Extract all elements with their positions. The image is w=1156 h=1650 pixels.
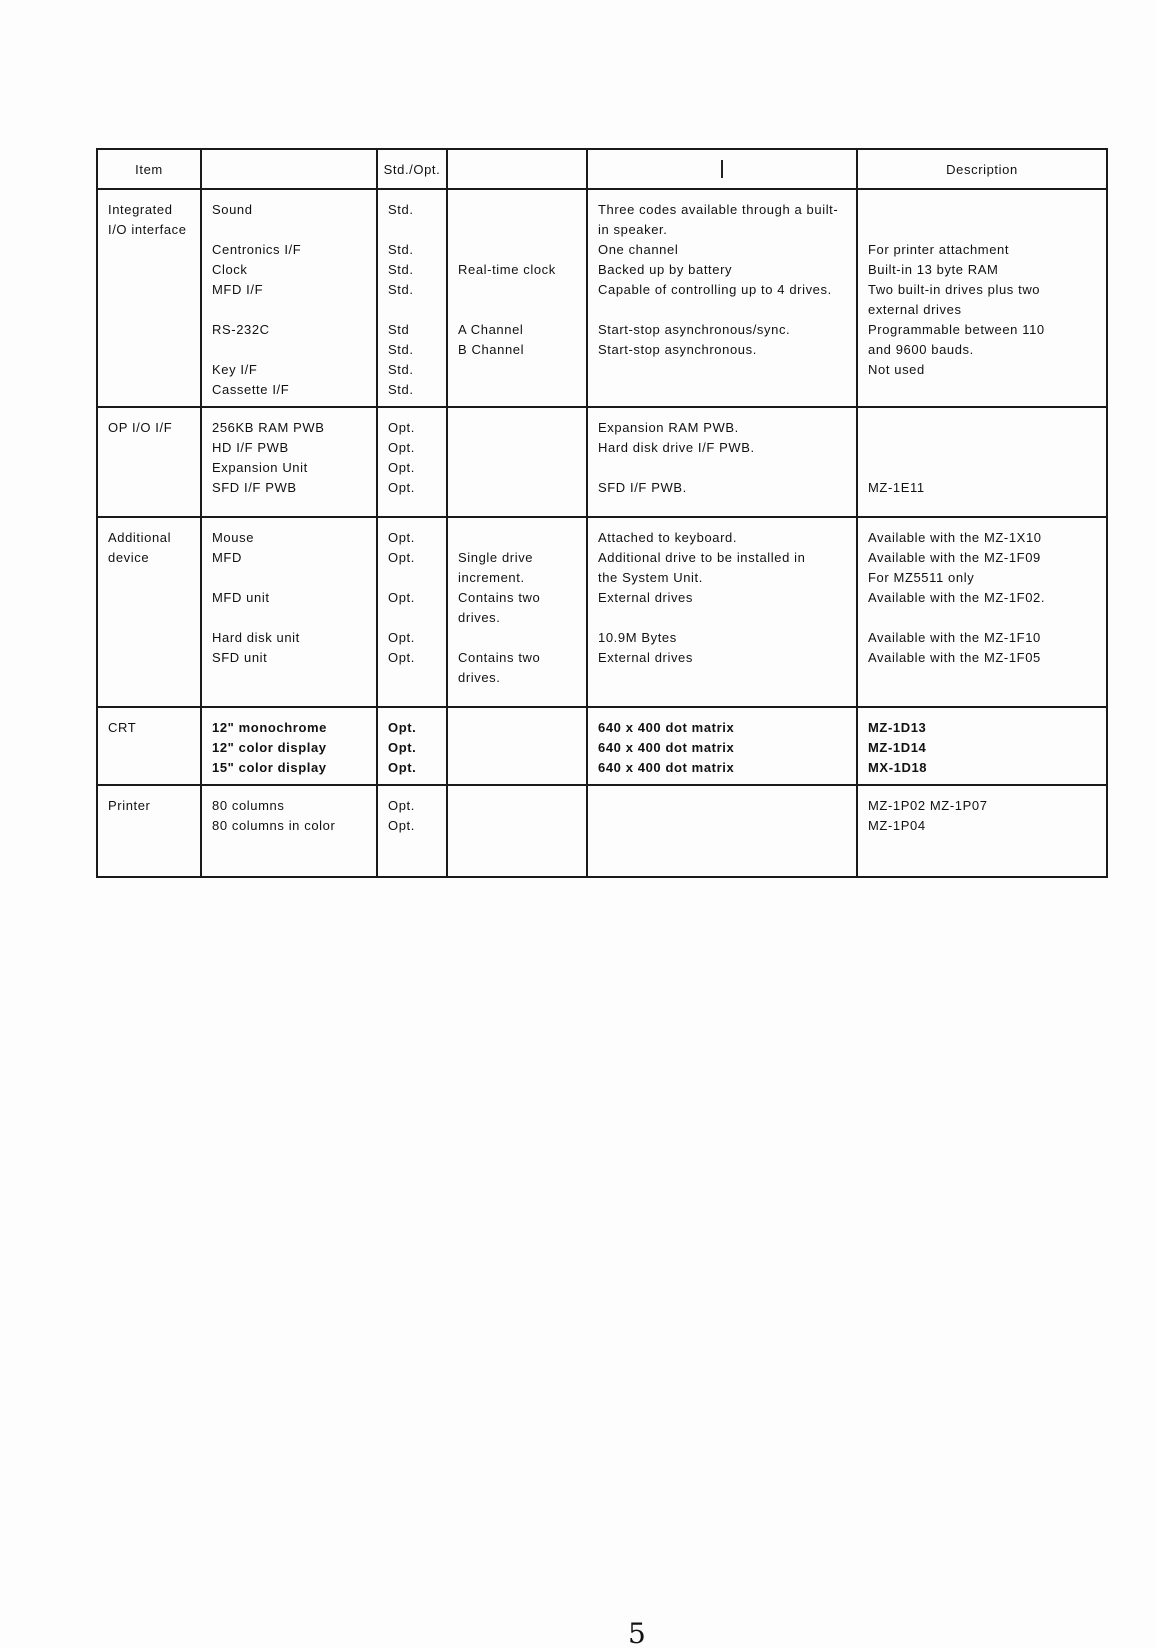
table-row xyxy=(97,785,1107,877)
description-text: For MZ5511 only xyxy=(868,570,975,585)
component-text: MFD xyxy=(212,550,242,565)
table-row xyxy=(97,517,1107,707)
description-text: Available with the MZ-1X10 xyxy=(868,530,1042,545)
note-text: drives. xyxy=(458,670,501,685)
note-text xyxy=(458,738,578,758)
component-text: SFD unit xyxy=(212,650,268,665)
description-text: Available with the MZ-1F09 xyxy=(868,550,1041,565)
note-text xyxy=(458,718,578,738)
std-opt-text: Opt. xyxy=(388,760,417,775)
item-label: OP I/O I/F xyxy=(108,420,173,435)
std-opt-text: Opt. xyxy=(388,720,417,735)
item-cell xyxy=(97,517,201,707)
std-opt-text: Std. xyxy=(388,202,414,217)
detail-text: Attached to keyboard. xyxy=(598,530,738,545)
component-cell xyxy=(201,189,377,407)
description-text xyxy=(868,200,1098,220)
detail-text: SFD I/F PWB. xyxy=(598,480,687,495)
component-text: Mouse xyxy=(212,530,255,545)
std-opt-text: Opt. xyxy=(388,440,415,455)
component-text: HD I/F PWB xyxy=(212,440,289,455)
note-text xyxy=(458,360,578,380)
description-text: Available with the MZ-1F05 xyxy=(868,650,1041,665)
note-text xyxy=(458,816,578,836)
description-cell xyxy=(857,189,1107,407)
note-text: increment. xyxy=(458,570,525,585)
table-header-row xyxy=(97,149,1107,189)
item-cell xyxy=(97,785,201,877)
component-cell xyxy=(201,517,377,707)
std-opt-text: Opt. xyxy=(388,650,415,665)
component-cell xyxy=(201,407,377,517)
std-opt-text: Std. xyxy=(388,362,414,377)
component-text xyxy=(212,568,368,588)
detail-text xyxy=(598,360,848,380)
note-text xyxy=(458,528,578,548)
item-label: device xyxy=(108,550,150,565)
table-row xyxy=(97,189,1107,407)
item-cell xyxy=(97,407,201,517)
note-text: Contains two xyxy=(458,590,541,605)
std-opt-text: Std. xyxy=(388,242,414,257)
description-cell xyxy=(857,707,1107,785)
note-cell xyxy=(447,785,587,877)
header-std-opt: Std./Opt. xyxy=(377,149,447,189)
component-text: SFD I/F PWB xyxy=(212,480,297,495)
table-row xyxy=(97,707,1107,785)
description-text: MZ-1P04 xyxy=(868,818,926,833)
note-text: Real-time clock xyxy=(458,262,556,277)
note-cell xyxy=(447,189,587,407)
description-text: MZ-1P02 MZ-1P07 xyxy=(868,798,988,813)
note-cell xyxy=(447,517,587,707)
description-text: Built-in 13 byte RAM xyxy=(868,262,999,277)
std-opt-text: Std. xyxy=(388,382,414,397)
std-opt-text: Std. xyxy=(388,342,414,357)
description-text: MZ-1E11 xyxy=(868,480,925,495)
description-text: and 9600 bauds. xyxy=(868,342,974,357)
note-text xyxy=(458,200,578,220)
note-text: Single drive xyxy=(458,550,534,565)
component-text: Hard disk unit xyxy=(212,630,300,645)
item-cell xyxy=(97,707,201,785)
description-text xyxy=(868,668,1098,688)
component-cell xyxy=(201,785,377,877)
description-text: For printer attachment xyxy=(868,242,1010,257)
header-blank xyxy=(201,149,377,189)
note-text xyxy=(458,458,578,478)
std-opt-cell xyxy=(377,785,447,877)
std-opt-text: Opt. xyxy=(388,798,415,813)
detail-text: 10.9M Bytes xyxy=(598,630,677,645)
description-text xyxy=(868,418,1098,438)
std-opt-cell xyxy=(377,189,447,407)
detail-cell xyxy=(587,785,857,877)
std-opt-text xyxy=(388,568,438,588)
note-text xyxy=(458,220,578,240)
component-text: 15" color display xyxy=(212,760,327,775)
description-text xyxy=(868,220,1098,240)
component-text: 12" monochrome xyxy=(212,720,327,735)
component-text: MFD unit xyxy=(212,590,270,605)
description-text: Available with the MZ-1F10 xyxy=(868,630,1041,645)
component-text xyxy=(212,300,368,320)
detail-text: External drives xyxy=(598,590,693,605)
note-text: B Channel xyxy=(458,342,525,357)
std-opt-text: Std. xyxy=(388,262,414,277)
note-text xyxy=(458,240,578,260)
detail-text: Capable of controlling up to 4 drives. xyxy=(598,282,832,297)
detail-text xyxy=(598,608,848,628)
component-text xyxy=(212,668,368,688)
note-text xyxy=(458,438,578,458)
table-body xyxy=(97,189,1107,877)
description-text: Programmable between 110 xyxy=(868,322,1045,337)
detail-text: 640 x 400 dot matrix xyxy=(598,740,735,755)
detail-text: One channel xyxy=(598,242,679,257)
description-text: MX-1D18 xyxy=(868,760,928,775)
detail-text: Backed up by battery xyxy=(598,262,733,277)
item-label: Integrated xyxy=(108,202,173,217)
note-text xyxy=(458,380,578,400)
description-cell xyxy=(857,785,1107,877)
detail-text: External drives xyxy=(598,650,693,665)
description-text: MZ-1D14 xyxy=(868,740,927,755)
component-text: Sound xyxy=(212,202,253,217)
description-text xyxy=(868,380,1098,400)
std-opt-text xyxy=(388,608,438,628)
description-text: Available with the MZ-1F02. xyxy=(868,590,1046,605)
note-text: Contains two xyxy=(458,650,541,665)
detail-text: 640 x 400 dot matrix xyxy=(598,720,735,735)
description-cell xyxy=(857,517,1107,707)
component-text: Expansion Unit xyxy=(212,460,308,475)
note-text: drives. xyxy=(458,610,501,625)
component-text xyxy=(212,340,368,360)
detail-cell xyxy=(587,189,857,407)
std-opt-cell xyxy=(377,517,447,707)
std-opt-text: Opt. xyxy=(388,460,415,475)
specification-table xyxy=(96,148,1108,878)
std-opt-text: Opt. xyxy=(388,818,415,833)
item-label: I/O interface xyxy=(108,222,187,237)
std-opt-text: Std xyxy=(388,322,410,337)
description-text xyxy=(868,458,1098,478)
detail-cell xyxy=(587,407,857,517)
std-opt-text: Opt. xyxy=(388,590,415,605)
std-opt-text xyxy=(388,668,438,688)
item-cell xyxy=(97,189,201,407)
description-cell xyxy=(857,407,1107,517)
description-text xyxy=(868,608,1098,628)
component-text xyxy=(212,220,368,240)
item-label: Additional xyxy=(108,530,172,545)
note-text xyxy=(458,478,578,498)
detail-text xyxy=(598,458,848,478)
std-opt-text: Opt. xyxy=(388,740,417,755)
table-row xyxy=(97,407,1107,517)
component-text: 80 columns in color xyxy=(212,818,336,833)
item-label: Printer xyxy=(108,798,151,813)
header-description: Description xyxy=(857,149,1107,189)
component-text: Key I/F xyxy=(212,362,258,377)
component-text: Clock xyxy=(212,262,248,277)
detail-cell xyxy=(587,707,857,785)
note-text xyxy=(458,300,578,320)
header-mark xyxy=(721,160,723,178)
component-text: 80 columns xyxy=(212,798,285,813)
page-number: 5 xyxy=(628,1617,646,1650)
description-text: Not used xyxy=(868,362,925,377)
note-cell xyxy=(447,707,587,785)
note-text xyxy=(458,418,578,438)
std-opt-text: Opt. xyxy=(388,630,415,645)
note-text xyxy=(458,280,578,300)
header-item: Item xyxy=(97,149,201,189)
detail-text: in speaker. xyxy=(598,222,668,237)
std-opt-text: Opt. xyxy=(388,530,415,545)
component-text: MFD I/F xyxy=(212,282,264,297)
component-text: 12" color display xyxy=(212,740,327,755)
std-opt-cell xyxy=(377,407,447,517)
detail-text xyxy=(598,816,848,836)
std-opt-text xyxy=(388,220,438,240)
detail-text xyxy=(598,300,848,320)
std-opt-cell xyxy=(377,707,447,785)
std-opt-text: Opt. xyxy=(388,420,415,435)
header-col5 xyxy=(587,149,857,189)
description-text xyxy=(868,438,1098,458)
note-cell xyxy=(447,407,587,517)
std-opt-text: Opt. xyxy=(388,550,415,565)
detail-text: Start-stop asynchronous/sync. xyxy=(598,322,791,337)
detail-text: the System Unit. xyxy=(598,570,703,585)
note-text: A Channel xyxy=(458,322,524,337)
note-text xyxy=(458,758,578,778)
detail-text xyxy=(598,668,848,688)
note-text xyxy=(458,628,578,648)
component-text: Cassette I/F xyxy=(212,382,290,397)
item-label: CRT xyxy=(108,720,137,735)
component-text: RS-232C xyxy=(212,322,270,337)
detail-cell xyxy=(587,517,857,707)
component-text: Centronics I/F xyxy=(212,242,302,257)
detail-text xyxy=(598,796,848,816)
detail-text: 640 x 400 dot matrix xyxy=(598,760,735,775)
detail-text: Three codes available through a built- xyxy=(598,202,839,217)
std-opt-text: Std. xyxy=(388,282,414,297)
component-text: 256KB RAM PWB xyxy=(212,420,325,435)
std-opt-text: Opt. xyxy=(388,480,415,495)
description-text: Two built-in drives plus two xyxy=(868,282,1041,297)
detail-text xyxy=(598,380,848,400)
detail-text: Expansion RAM PWB. xyxy=(598,420,739,435)
component-text xyxy=(212,608,368,628)
detail-text: Start-stop asynchronous. xyxy=(598,342,757,357)
component-cell xyxy=(201,707,377,785)
std-opt-text xyxy=(388,300,438,320)
description-text: external drives xyxy=(868,302,962,317)
description-text: MZ-1D13 xyxy=(868,720,927,735)
detail-text: Additional drive to be installed in xyxy=(598,550,806,565)
detail-text: Hard disk drive I/F PWB. xyxy=(598,440,755,455)
note-text xyxy=(458,796,578,816)
header-col4 xyxy=(447,149,587,189)
